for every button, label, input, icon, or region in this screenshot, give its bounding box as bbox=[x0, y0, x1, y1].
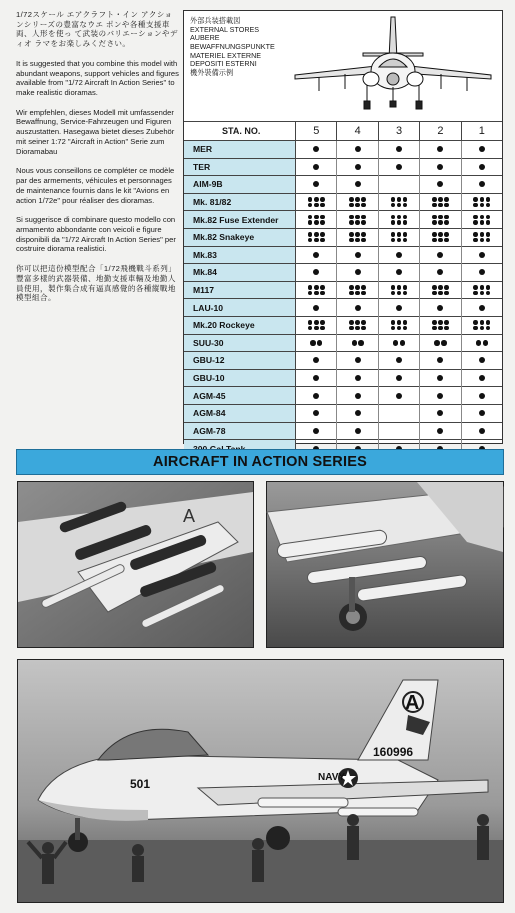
loadout-dots-icon bbox=[437, 268, 443, 276]
station-cell bbox=[296, 281, 337, 299]
loadout-dots-icon bbox=[313, 163, 319, 171]
station-cell bbox=[420, 281, 461, 299]
station-cell bbox=[461, 281, 502, 299]
loadout-dots-icon bbox=[355, 356, 361, 364]
loadout-dots-icon bbox=[313, 251, 319, 259]
store-name: AIM-9B bbox=[184, 176, 296, 194]
station-cell bbox=[420, 193, 461, 211]
store-row bbox=[184, 369, 502, 387]
station-cell bbox=[337, 334, 378, 352]
loadout-dots-icon bbox=[313, 356, 319, 364]
loadout-dots-icon bbox=[437, 427, 443, 435]
station-cell bbox=[337, 422, 378, 440]
english-paragraph: It is suggested that you combine this model with abundant weapons, support vehicles and figures available from "1/72 Aircraft In Action Series" to make realistic dioramas. bbox=[16, 58, 179, 98]
store-row bbox=[184, 141, 502, 159]
stores-header-line: 機外裝備示例 bbox=[190, 67, 234, 77]
station-cell bbox=[337, 404, 378, 422]
store-name: M117 bbox=[184, 281, 296, 299]
station-cell bbox=[296, 246, 337, 264]
loadout-dots-icon bbox=[396, 268, 402, 276]
station-cell bbox=[296, 228, 337, 246]
station-cell bbox=[378, 211, 419, 229]
loadout-dots-icon bbox=[437, 180, 443, 188]
loadout-dots-icon bbox=[396, 145, 402, 153]
series-banner bbox=[16, 449, 504, 475]
station-cell bbox=[296, 264, 337, 282]
loadout-dots-icon bbox=[352, 339, 364, 346]
station-cell bbox=[420, 422, 461, 440]
station-number: 4 bbox=[337, 122, 378, 141]
loadout-dots-icon bbox=[355, 268, 361, 276]
station-number: 2 bbox=[420, 122, 461, 141]
loadout-dots-icon bbox=[479, 427, 485, 435]
station-cell bbox=[337, 228, 378, 246]
station-cell bbox=[420, 387, 461, 405]
store-row bbox=[184, 228, 502, 246]
loadout-dots-icon bbox=[349, 231, 366, 243]
loadout-dots-icon bbox=[391, 319, 408, 331]
store-row bbox=[184, 264, 502, 282]
store-row bbox=[184, 176, 502, 194]
station-cell bbox=[296, 141, 337, 159]
loadout-dots-icon bbox=[432, 284, 449, 296]
loadout-dots-icon bbox=[355, 392, 361, 400]
loadout-dots-icon bbox=[479, 356, 485, 364]
loadout-dots-icon bbox=[473, 284, 490, 296]
station-cell bbox=[296, 193, 337, 211]
loadout-dots-icon bbox=[355, 251, 361, 259]
loadout-dots-icon bbox=[437, 409, 443, 417]
loadout-dots-icon bbox=[313, 409, 319, 417]
carrier-deck-photo bbox=[17, 659, 504, 903]
loadout-dots-icon bbox=[355, 180, 361, 188]
store-name: Mk.83 bbox=[184, 246, 296, 264]
station-cell bbox=[296, 334, 337, 352]
loadout-dots-icon bbox=[479, 392, 485, 400]
loadout-dots-icon bbox=[434, 339, 446, 346]
loadout-dots-icon bbox=[355, 374, 361, 382]
station-cell bbox=[337, 281, 378, 299]
loadout-dots-icon bbox=[473, 319, 490, 331]
station-cell bbox=[461, 176, 502, 194]
loadout-dots-icon bbox=[479, 304, 485, 312]
station-cell bbox=[461, 299, 502, 317]
station-cell bbox=[378, 264, 419, 282]
loadout-dots-icon bbox=[349, 214, 366, 226]
station-cell bbox=[461, 404, 502, 422]
store-row bbox=[184, 352, 502, 370]
station-cell bbox=[461, 264, 502, 282]
loadout-dots-icon bbox=[349, 319, 366, 331]
tail-code: A bbox=[405, 692, 420, 714]
loadout-dots-icon bbox=[355, 304, 361, 312]
station-cell bbox=[337, 211, 378, 229]
store-name: SUU-30 bbox=[184, 334, 296, 352]
stores-table bbox=[184, 121, 502, 457]
store-name: TER bbox=[184, 158, 296, 176]
loadout-dots-icon bbox=[432, 196, 449, 208]
station-cell bbox=[461, 422, 502, 440]
station-cell bbox=[420, 158, 461, 176]
store-name: Mk.20 Rockeye bbox=[184, 316, 296, 334]
station-cell bbox=[296, 176, 337, 194]
station-cell bbox=[378, 299, 419, 317]
station-cell bbox=[378, 422, 419, 440]
station-cell bbox=[378, 334, 419, 352]
nose-number: 501 bbox=[130, 777, 151, 791]
loadout-dots-icon bbox=[349, 196, 366, 208]
loadout-dots-icon bbox=[437, 251, 443, 259]
loadout-dots-icon bbox=[313, 392, 319, 400]
station-cell bbox=[296, 369, 337, 387]
station-cell bbox=[296, 352, 337, 370]
stores-header-line: AUBERE bbox=[190, 33, 220, 43]
loadout-dots-icon bbox=[313, 145, 319, 153]
station-cell bbox=[296, 158, 337, 176]
loadout-dots-icon bbox=[437, 356, 443, 364]
loadout-dots-icon bbox=[391, 284, 408, 296]
store-row bbox=[184, 422, 502, 440]
loadout-dots-icon bbox=[308, 319, 325, 331]
station-cell bbox=[337, 299, 378, 317]
station-cell bbox=[296, 422, 337, 440]
store-name: MER bbox=[184, 141, 296, 159]
stores-header-line: MATERIEL EXTERNE bbox=[190, 50, 262, 60]
station-cell bbox=[420, 264, 461, 282]
stores-header-line: BEWAFFNUNGSPUNKTE bbox=[190, 41, 275, 51]
aircraft-front-view-icon bbox=[287, 13, 499, 113]
loadout-dots-icon bbox=[437, 392, 443, 400]
loadout-dots-icon bbox=[355, 427, 361, 435]
store-row bbox=[184, 316, 502, 334]
store-name: GBU-10 bbox=[184, 369, 296, 387]
svg-text:A: A bbox=[183, 506, 196, 526]
station-cell bbox=[378, 352, 419, 370]
station-cell bbox=[337, 387, 378, 405]
tail-number: 160996 bbox=[373, 745, 414, 759]
loadout-dots-icon bbox=[396, 392, 402, 400]
station-cell bbox=[420, 228, 461, 246]
loadout-dots-icon bbox=[313, 304, 319, 312]
stores-header-line: 外部兵装搭載図 bbox=[190, 16, 241, 25]
loadout-dots-icon bbox=[432, 214, 449, 226]
loadout-dots-icon bbox=[479, 268, 485, 276]
station-header-row bbox=[184, 122, 502, 141]
loadout-dots-icon bbox=[396, 163, 402, 171]
station-cell bbox=[296, 404, 337, 422]
german-paragraph: Wir empfehlen, dieses Modell mit umfassender Bewaffnung, Service-Fahrzeugen und Figuren auszustatten. Hasegawa bietet dieses Zubehör mit seiner 1:72 "Aircraft in Action" Serie zum Dioramabau bbox=[16, 107, 175, 156]
italian-paragraph: Si suggerisce di combinare questo modello con armamento abbondante con veicoli e figure disponibili da "1/72 Aircraft In Action Series" per costruire diorama realistici. bbox=[16, 215, 176, 254]
multilingual-text-column bbox=[16, 10, 179, 313]
station-cell bbox=[420, 246, 461, 264]
loadout-dots-icon bbox=[393, 339, 405, 346]
loadout-dots-icon bbox=[310, 339, 322, 346]
store-row bbox=[184, 281, 502, 299]
station-number: 5 bbox=[296, 122, 337, 141]
station-cell bbox=[378, 228, 419, 246]
loadout-dots-icon bbox=[437, 304, 443, 312]
station-cell bbox=[420, 141, 461, 159]
store-name: Mk.82 Snakeye bbox=[184, 228, 296, 246]
station-cell bbox=[461, 334, 502, 352]
store-row bbox=[184, 387, 502, 405]
loadout-dots-icon bbox=[476, 339, 488, 346]
loadout-dots-icon bbox=[437, 145, 443, 153]
loadout-dots-icon bbox=[396, 356, 402, 364]
station-cell bbox=[378, 316, 419, 334]
loadout-dots-icon bbox=[313, 427, 319, 435]
loadout-dots-icon bbox=[391, 231, 408, 243]
store-name: Mk. 81/82 bbox=[184, 193, 296, 211]
station-cell bbox=[296, 316, 337, 334]
station-cell bbox=[378, 369, 419, 387]
station-cell bbox=[378, 193, 419, 211]
loadout-dots-icon bbox=[313, 268, 319, 276]
station-number: 3 bbox=[378, 122, 419, 141]
chinese-paragraph: 你可以把這份模型配合「1/72飛機戰斗系列」豐富多樣的武器裝備、地勤支援車輛及地勤人員使用，製作集合成有逼真感覺的各種縱戰地模型組合。 bbox=[16, 264, 177, 303]
station-cell bbox=[378, 176, 419, 194]
stores-header-line: DEPOSITI ESTERNI bbox=[190, 59, 257, 69]
station-cell bbox=[461, 193, 502, 211]
station-cell bbox=[461, 158, 502, 176]
station-cell bbox=[337, 176, 378, 194]
station-cell bbox=[461, 246, 502, 264]
aircraft-weapons-photo-icon bbox=[18, 482, 253, 647]
station-cell bbox=[461, 141, 502, 159]
station-number: 1 bbox=[461, 122, 502, 141]
loadout-dots-icon bbox=[479, 374, 485, 382]
station-cell bbox=[337, 193, 378, 211]
store-row bbox=[184, 193, 502, 211]
station-cell bbox=[420, 316, 461, 334]
loadout-dots-icon bbox=[396, 374, 402, 382]
station-cell bbox=[337, 246, 378, 264]
loadout-dots-icon bbox=[355, 145, 361, 153]
loadout-dots-icon bbox=[391, 196, 408, 208]
station-cell bbox=[461, 316, 502, 334]
loadout-dots-icon bbox=[437, 163, 443, 171]
station-cell bbox=[461, 387, 502, 405]
loadout-dots-icon bbox=[355, 409, 361, 417]
station-cell bbox=[337, 264, 378, 282]
station-cell bbox=[461, 369, 502, 387]
store-name: LAU-10 bbox=[184, 299, 296, 317]
loadout-dots-icon bbox=[355, 163, 361, 171]
loadout-dots-icon bbox=[479, 145, 485, 153]
external-stores-panel bbox=[183, 10, 503, 444]
loadout-dots-icon bbox=[313, 180, 319, 188]
station-cell bbox=[378, 404, 419, 422]
stores-header-line: EXTERNAL STORES bbox=[190, 24, 260, 34]
store-name: AGM-78 bbox=[184, 422, 296, 440]
loadout-dots-icon bbox=[396, 251, 402, 259]
station-cell bbox=[461, 211, 502, 229]
store-name: Mk.84 bbox=[184, 264, 296, 282]
fuselage-navy-text: NAVY bbox=[318, 772, 346, 783]
station-cell bbox=[420, 176, 461, 194]
store-row bbox=[184, 334, 502, 352]
french-paragraph: Nous vous conseillons ce compléter ce modèle par des armements, véhicules et personnages de maintenance fournis dans le kit "Avions en action 1/72e" pour réaliser des dioramas. bbox=[16, 166, 175, 205]
station-cell bbox=[420, 404, 461, 422]
station-cell bbox=[378, 141, 419, 159]
loadout-dots-icon bbox=[473, 231, 490, 243]
station-cell bbox=[378, 281, 419, 299]
station-cell bbox=[337, 141, 378, 159]
series-banner-title: AIRCRAFT IN ACTION SERIES bbox=[153, 454, 367, 470]
station-cell bbox=[337, 316, 378, 334]
wing-pylon-photo bbox=[266, 481, 504, 648]
station-cell bbox=[420, 334, 461, 352]
aircraft-weapons-photo bbox=[17, 481, 254, 648]
station-cell bbox=[296, 387, 337, 405]
loadout-dots-icon bbox=[479, 163, 485, 171]
loadout-dots-icon bbox=[391, 214, 408, 226]
station-cell bbox=[296, 211, 337, 229]
store-row bbox=[184, 299, 502, 317]
loadout-dots-icon bbox=[479, 251, 485, 259]
loadout-dots-icon bbox=[432, 231, 449, 243]
loadout-dots-icon bbox=[473, 214, 490, 226]
loadout-dots-icon bbox=[308, 214, 325, 226]
loadout-dots-icon bbox=[473, 196, 490, 208]
store-name: AGM-84 bbox=[184, 404, 296, 422]
station-cell bbox=[420, 352, 461, 370]
store-row bbox=[184, 158, 502, 176]
loadout-dots-icon bbox=[437, 374, 443, 382]
store-name: Mk.82 Fuse Extender bbox=[184, 211, 296, 229]
loadout-dots-icon bbox=[308, 231, 325, 243]
station-cell bbox=[420, 369, 461, 387]
loadout-dots-icon bbox=[308, 196, 325, 208]
station-cell bbox=[337, 352, 378, 370]
loadout-dots-icon bbox=[432, 319, 449, 331]
stores-header bbox=[190, 17, 275, 77]
station-cell bbox=[461, 228, 502, 246]
japanese-paragraph: 1/72スケール エアクラフト・イン アクションシリーズの豊富なウエ ポンや各種支援車両、人形を使っ て武装のバリエーションやディオ ラマをお楽しみください。 bbox=[16, 10, 178, 49]
store-row bbox=[184, 211, 502, 229]
store-name: AGM-45 bbox=[184, 387, 296, 405]
carrier-deck-photo-icon bbox=[18, 660, 503, 902]
loadout-dots-icon bbox=[479, 180, 485, 188]
loadout-dots-icon bbox=[308, 284, 325, 296]
store-row bbox=[184, 404, 502, 422]
sta-no-label: STA. NO. bbox=[184, 122, 296, 141]
wing-pylon-photo-icon bbox=[267, 482, 503, 647]
station-cell bbox=[378, 246, 419, 264]
loadout-dots-icon bbox=[349, 284, 366, 296]
station-cell bbox=[461, 352, 502, 370]
station-cell bbox=[378, 387, 419, 405]
loadout-dots-icon bbox=[313, 374, 319, 382]
station-cell bbox=[296, 299, 337, 317]
store-name: GBU-12 bbox=[184, 352, 296, 370]
station-cell bbox=[337, 369, 378, 387]
loadout-dots-icon bbox=[396, 304, 402, 312]
station-cell bbox=[378, 158, 419, 176]
station-cell bbox=[337, 158, 378, 176]
station-cell bbox=[420, 211, 461, 229]
store-row bbox=[184, 246, 502, 264]
station-cell bbox=[420, 299, 461, 317]
loadout-dots-icon bbox=[479, 409, 485, 417]
